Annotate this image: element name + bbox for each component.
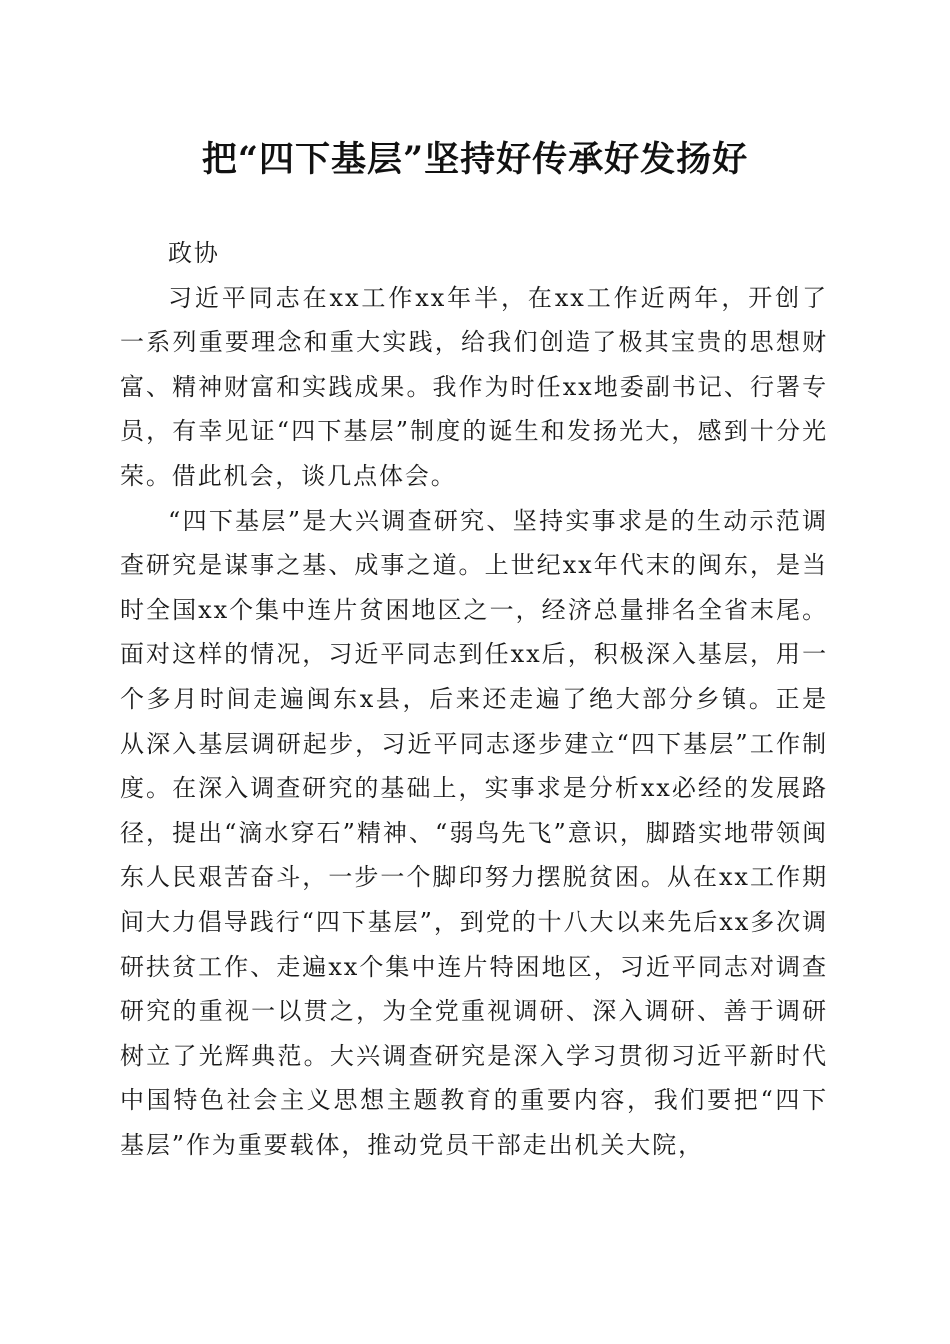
document-title: 把“四下基层”坚持好传承好发扬好 [201,139,749,180]
body-paragraph: 习近平同志在xx工作xx年半，在xx工作近两年，开创了一系列重要理念和重大实践，给我们创造了极其宝贵的思想财富、精神财富和实践成果。我作为时任xx地委副书记、行署专员，有幸见证“四下基层”制度的诞生和发扬光大，感到十分光荣。借此机会，谈几点体会。 [120,283,828,490]
author-line: 政协 [168,239,220,267]
document-body [120,231,828,1167]
body-paragraph: “四下基层”是大兴调查研究、坚持实事求是的生动示范调查研究是谋事之基、成事之道。上世纪xx年代末的闽东，是当时全国xx个集中连片贫困地区之一，经济总量排名全省末尾。面对这样的情况，习近平同志到任xx后，积极深入基层，用一个多月时间走遍闽东x县，后来还走遍了绝大部分乡镇。正是从深入基层调研起步，习近平同志逐步建立“四下基层”工作制度。在深入调查研究的基础上，实事求是分析xx必经的发展路径，提出“滴水穿石”精神、“弱鸟先飞”意识，脚踏实地带领闽东人民艰苦奋斗，一步一个脚印努力摆脱贫困。从在xx工作期间大力倡导践行“四下基层”，到党的十八大以来先后xx多次调研扶贫工作、走遍xx个集中连片特困地区，习近平同志对调查研究的重视一以贯之，为全党重视调研、深入调研、善于调研树立了光辉典范。大兴调查研究是深入学习贯彻习近平新时代中国特色社会主义思想主题教育的重要内容，我们要把“四下基层”作为重要载体，推动党员干部走出机关大院， [120,506,828,1159]
